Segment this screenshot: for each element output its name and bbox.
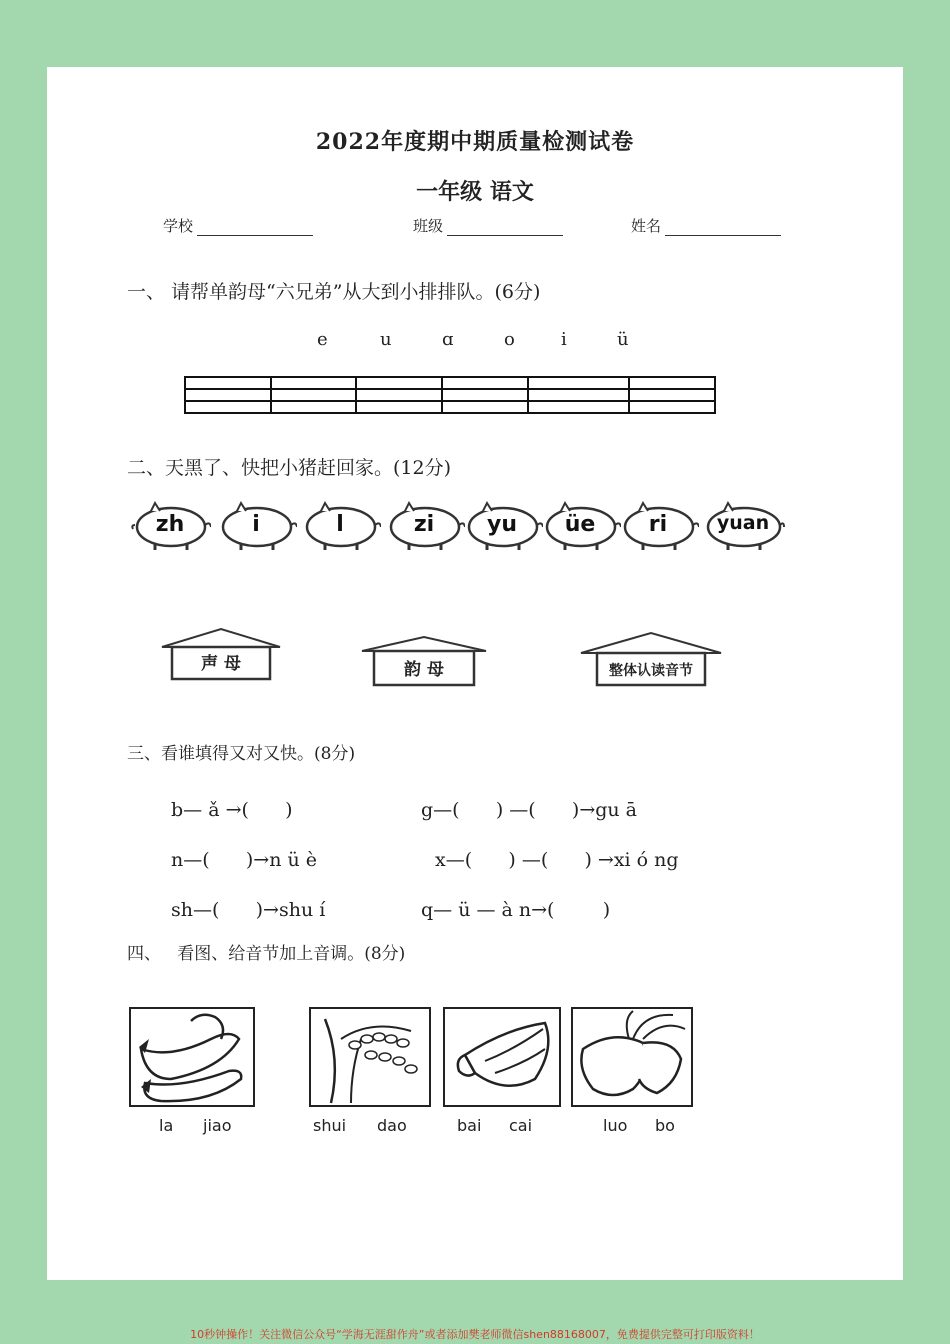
q3-item-2[interactable]: g—( ) —( )→gu ā bbox=[421, 799, 638, 821]
q3-item-4[interactable]: x—( ) —( ) →xi ó ng bbox=[435, 849, 679, 871]
picture-rice bbox=[309, 1007, 431, 1107]
class-field[interactable] bbox=[413, 215, 563, 236]
q3-item-1[interactable]: b— ǎ →( ) bbox=[171, 799, 293, 821]
rice-syllable-2: dao bbox=[377, 1116, 407, 1135]
rice-syllable-1: shui bbox=[313, 1116, 347, 1135]
exam-subtitle: 一年级 语文 bbox=[416, 180, 534, 205]
cabbage-syllable-2: cai bbox=[509, 1116, 533, 1135]
class-label: 班级 bbox=[413, 217, 444, 235]
picture-chili bbox=[129, 1007, 255, 1107]
q2-title: 二、天黑了、快把小猪赶回家。(12分) bbox=[127, 457, 452, 479]
pig-zi-label: zi bbox=[413, 512, 435, 537]
name-blank[interactable] bbox=[665, 220, 781, 236]
q1-title: 一、 请帮单韵母“六兄弟”从大到小排排队。(6分) bbox=[127, 281, 541, 303]
pig-ri[interactable] bbox=[617, 499, 699, 551]
pig-l[interactable] bbox=[299, 499, 381, 551]
footer-notice: 10秒钟操作！关注微信公众号“学海无涯甜作舟”或者添加樊老师微信shen88168007，免费提供完整可打印版资料！ bbox=[190, 1328, 760, 1341]
house-shengmu[interactable] bbox=[160, 627, 282, 683]
pig-ri-label: ri bbox=[648, 512, 668, 537]
q1-letter-a: ɑ bbox=[442, 329, 454, 350]
radish-syllable-2: bo bbox=[655, 1116, 675, 1135]
q1-letter-e: e bbox=[317, 329, 328, 350]
school-blank[interactable] bbox=[197, 220, 313, 236]
rice-plant-icon bbox=[311, 1009, 429, 1105]
pig-ue[interactable] bbox=[539, 499, 621, 551]
pig-row bbox=[129, 499, 789, 559]
cabbage-icon bbox=[445, 1009, 559, 1105]
pig-zh[interactable] bbox=[129, 499, 211, 551]
pig-zh-label: zh bbox=[155, 512, 185, 537]
house-shengmu-label: 声 母 bbox=[201, 654, 241, 674]
pig-ue-label: üe bbox=[564, 512, 596, 537]
q3-title: 三、看谁填得又对又快。(8分) bbox=[127, 744, 356, 764]
house-yunmu[interactable] bbox=[360, 635, 488, 691]
cabbage-syllable-1: bai bbox=[457, 1116, 482, 1135]
name-field[interactable] bbox=[631, 215, 781, 236]
school-field[interactable] bbox=[163, 215, 313, 236]
pig-yu-label: yu bbox=[486, 512, 517, 537]
house-zhengti-label: 整体认读音节 bbox=[609, 663, 693, 679]
exam-title: 2022年度期中期质量检测试卷 bbox=[315, 129, 635, 155]
chili-syllable-2: jiao bbox=[203, 1116, 232, 1135]
pig-yu[interactable] bbox=[461, 499, 543, 551]
name-label: 姓名 bbox=[631, 217, 662, 235]
pig-i-label: i bbox=[252, 512, 260, 537]
pig-yuan-label: yuan bbox=[716, 512, 770, 534]
four-line-grid[interactable] bbox=[184, 376, 716, 414]
pig-l-label: l bbox=[336, 512, 344, 537]
q3-item-6[interactable]: q— ü — à n→( ) bbox=[421, 899, 611, 921]
pig-yuan[interactable] bbox=[699, 499, 787, 551]
q3-item-5[interactable]: sh—( )→shu í bbox=[171, 899, 326, 921]
chili-syllable-1: la bbox=[159, 1116, 174, 1135]
pig-zi[interactable] bbox=[383, 499, 465, 551]
q3-item-3[interactable]: n—( )→n ü è bbox=[171, 849, 318, 871]
q1-letter-i: i bbox=[561, 329, 567, 350]
chili-pepper-icon bbox=[131, 1009, 253, 1105]
picture-radish bbox=[571, 1007, 693, 1107]
house-yunmu-label: 韵 母 bbox=[404, 660, 444, 680]
radish-syllable-1: luo bbox=[603, 1116, 628, 1135]
class-blank[interactable] bbox=[447, 220, 563, 236]
picture-cabbage bbox=[443, 1007, 561, 1107]
school-label: 学校 bbox=[163, 217, 194, 235]
q4-title: 四、 看图、给音节加上音调。(8分) bbox=[127, 944, 406, 964]
pig-i[interactable] bbox=[215, 499, 297, 551]
q1-letter-v: ü bbox=[617, 329, 629, 350]
exam-page bbox=[47, 67, 903, 1280]
q1-letter-o: o bbox=[504, 329, 515, 350]
house-zhengti[interactable] bbox=[579, 631, 723, 689]
q1-letter-u: u bbox=[380, 329, 392, 350]
radish-icon bbox=[573, 1009, 691, 1105]
